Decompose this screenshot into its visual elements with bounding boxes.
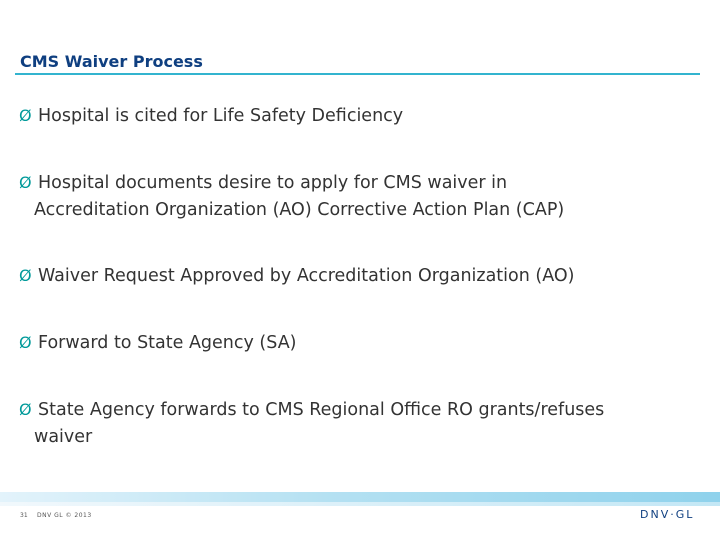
bullet-text: Hospital is cited for Life Safety Deficiency bbox=[38, 106, 404, 126]
bullet-text: Waiver Request Approved by Accreditation Organization (AO) bbox=[38, 266, 575, 286]
bullet-item bbox=[19, 396, 604, 451]
page-number: 31 bbox=[20, 512, 28, 519]
slide-title: CMS Waiver Process bbox=[20, 52, 203, 71]
bullet-item bbox=[19, 169, 564, 224]
bullet-line bbox=[19, 102, 403, 130]
title-divider bbox=[15, 73, 700, 75]
bullet-text: Forward to State Agency (SA) bbox=[38, 333, 297, 353]
footer-band-secondary bbox=[0, 502, 720, 506]
arrow-bullet-icon: Ø bbox=[19, 106, 32, 125]
bullet-line bbox=[19, 329, 297, 357]
bullet-line bbox=[19, 262, 574, 290]
arrow-bullet-icon: Ø bbox=[19, 266, 32, 285]
bullet-line bbox=[19, 396, 604, 424]
arrow-bullet-icon: Ø bbox=[19, 400, 32, 419]
bullet-line bbox=[19, 169, 564, 197]
bullet-text-continuation: waiver bbox=[34, 427, 93, 447]
dnv-gl-logo: DNV·GL bbox=[640, 508, 695, 521]
bullet-text-continuation: Accreditation Organization (AO) Corrective Action Plan (CAP) bbox=[34, 200, 565, 220]
arrow-bullet-icon: Ø bbox=[19, 333, 32, 352]
bullet-text: Hospital documents desire to apply for CMS waiver in bbox=[38, 173, 508, 193]
bullet-item bbox=[19, 329, 297, 357]
bullet-item bbox=[19, 262, 574, 290]
arrow-bullet-icon: Ø bbox=[19, 173, 32, 192]
footer-band bbox=[0, 492, 720, 502]
bullet-text: State Agency forwards to CMS Regional Office RO grants/refuses bbox=[38, 400, 605, 420]
bullet-item bbox=[19, 102, 403, 130]
copyright-text: DNV GL © 2013 bbox=[37, 512, 92, 519]
